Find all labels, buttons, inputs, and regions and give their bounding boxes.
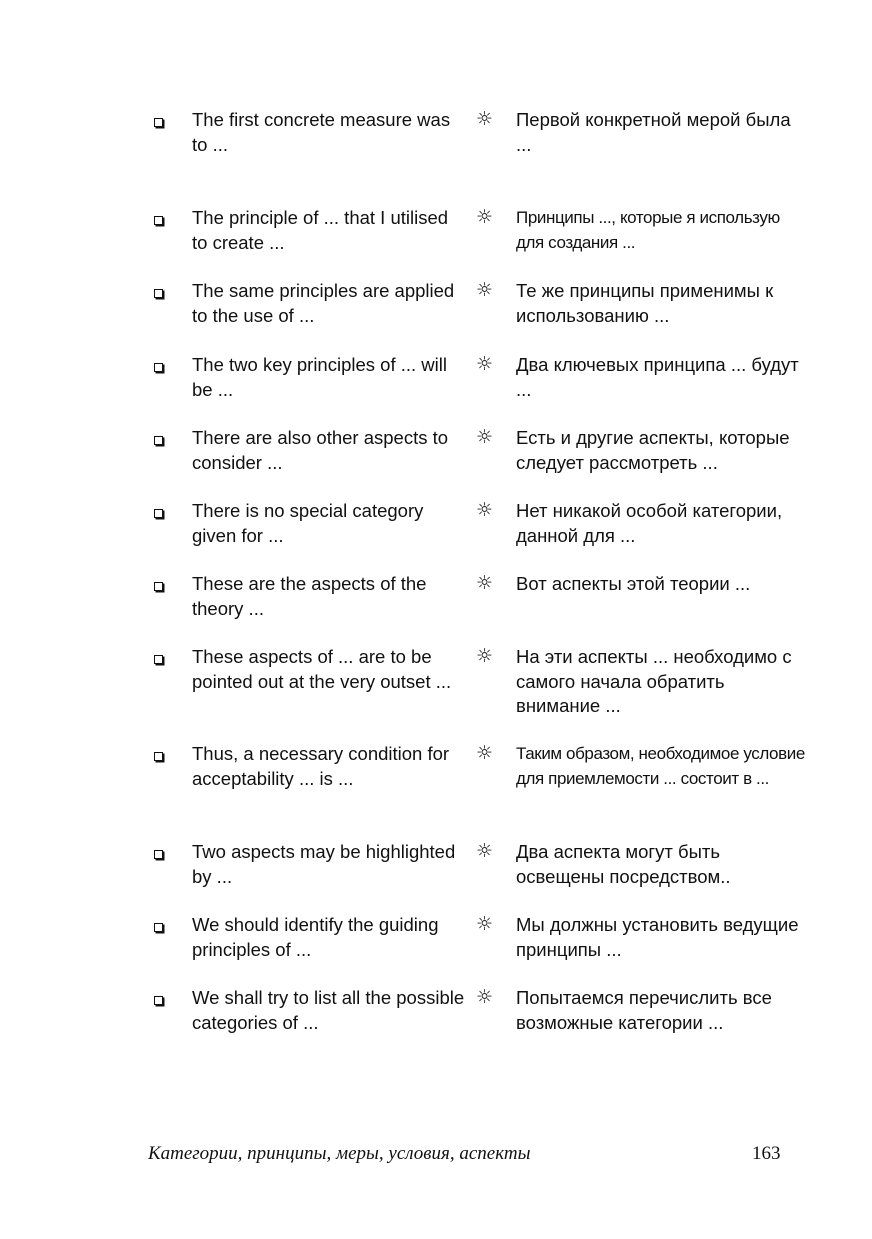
russian-phrase: Таким образом, необходимое условие для приемлемости ... состоит в ...: [516, 744, 805, 788]
square-bullet-icon: [154, 363, 163, 372]
sun-icon: ☼: [476, 986, 494, 1008]
english-phrase: Thus, a necessary condition for acceptability ... is ...: [192, 743, 450, 789]
russian-phrase: Нет никакой особой категории, данной для ...: [516, 500, 783, 546]
russian-phrase: Принципы ..., которые я использую для создания ...: [516, 208, 780, 252]
english-phrase: The principle of ... that I utilised to create ...: [192, 207, 449, 253]
running-footer-title: Категории, принципы, меры, условия, аспекты: [148, 1143, 531, 1164]
english-phrase: The two key principles of ... will be ...: [192, 354, 447, 400]
russian-phrase: Два ключевых принципа ... будут ...: [516, 354, 799, 400]
sun-icon: ☼: [476, 499, 494, 521]
sun-icon: ☼: [476, 279, 494, 301]
square-bullet-icon: [154, 289, 163, 298]
russian-phrase: Вот аспекты этой теории ...: [516, 573, 751, 594]
english-phrase: These are the aspects of the theory ...: [192, 573, 427, 619]
russian-phrase: Есть и другие аспекты, которые следует рассмотреть ...: [516, 427, 790, 473]
english-phrase: There is no special category given for ...: [192, 500, 424, 546]
sun-icon: ☼: [476, 913, 494, 935]
english-phrase: Two aspects may be highlighted by ...: [192, 841, 456, 887]
square-bullet-icon: [154, 509, 163, 518]
russian-phrase: Первой конкретной мерой была ...: [516, 109, 791, 155]
russian-phrase: На эти аспекты ... необходимо с самого начала обратить внимание ...: [516, 646, 792, 716]
phrase-entry: [150, 108, 810, 202]
square-bullet-icon: [154, 923, 163, 932]
phrase-entry: [150, 645, 810, 739]
english-phrase: The same principles are applied to the use of ...: [192, 280, 455, 326]
russian-phrase: Мы должны установить ведущие принципы ...: [516, 914, 799, 960]
square-bullet-icon: [154, 850, 163, 859]
sun-icon: ☼: [476, 353, 494, 375]
english-phrase: There are also other aspects to consider ...: [192, 427, 449, 473]
square-bullet-icon: [154, 582, 163, 591]
sun-icon: ☼: [476, 840, 494, 862]
russian-phrase: Попытаемся перечислить все возможные категории ...: [516, 987, 772, 1033]
square-bullet-icon: [154, 118, 163, 127]
sun-icon: ☼: [476, 572, 494, 594]
square-bullet-icon: [154, 996, 163, 1005]
sun-icon: ☼: [476, 108, 494, 130]
english-phrase: We shall try to list all the possible categories of ...: [192, 987, 465, 1033]
english-phrase: We should identify the guiding principles of ...: [192, 914, 439, 960]
square-bullet-icon: [154, 655, 163, 664]
russian-phrase: Два аспекта могут быть освещены посредством..: [516, 841, 731, 887]
sun-icon: ☼: [476, 742, 494, 764]
phrase-entry: [150, 742, 810, 836]
square-bullet-icon: [154, 216, 163, 225]
english-phrase: These aspects of ... are to be pointed out at the very outset ...: [192, 646, 452, 692]
russian-phrase: Те же принципы применимы к использованию ...: [516, 280, 774, 326]
english-phrase: The first concrete measure was to ...: [192, 109, 451, 155]
sun-icon: ☼: [476, 426, 494, 448]
square-bullet-icon: [154, 436, 163, 445]
sun-icon: ☼: [476, 645, 494, 667]
square-bullet-icon: [154, 752, 163, 761]
page-number: 163: [752, 1143, 781, 1164]
phrase-entry: [150, 986, 810, 1080]
sun-icon: ☼: [476, 206, 494, 228]
